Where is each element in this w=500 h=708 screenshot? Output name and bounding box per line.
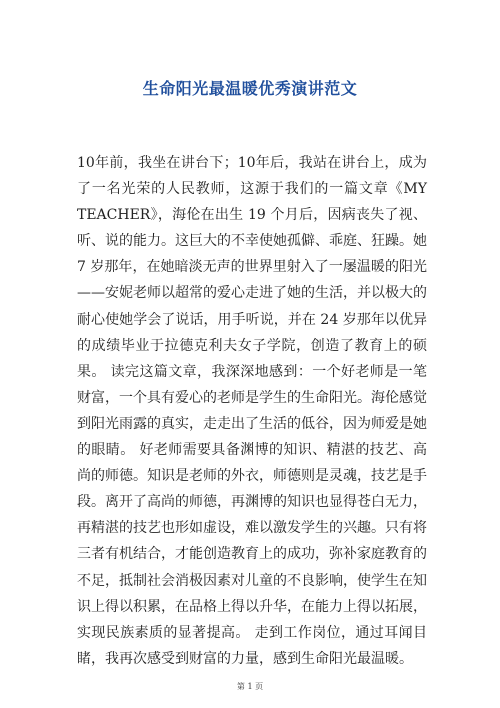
document-title: 生命阳光最温暖优秀演讲范文 bbox=[142, 79, 358, 98]
document-body bbox=[77, 150, 427, 672]
page-number: 第 1 页 bbox=[236, 682, 264, 691]
body-paragraph: 10年前，我坐在讲台下；10年后，我站在讲台上，成为了一名光荣的人民教师，这源于我们的一篇文章《MY TEACHER》，海伦在出生 19 个月后，因病丧失了视、听、说的能力。这巨大的不幸使她孤僻、乖庭、狂躁。她 7 岁那年，在她暗淡无声的世界里射入了一屡温暖的阳光——安妮老师以超常的爱心走进了她的生活，并以极大的耐心使她学会了说话，用手听说，并在 24 岁那年以优异的成绩毕业于拉德克利夫女子学院，创造了教育上的硕果。 读完这篇文章，我深深地感到：一个好老师是一笔财富，一个具有爱心的老师是学生的生命阳光。海伦感觉到阳光雨露的真实，走走出了生活的低谷，因为师爱是她的眼睛。 好老师需要具备渊博的知识、精湛的技艺、高尚的师德。知识是老师的外衣，师德则是灵魂，技艺是手段。离开了高尚的师德，再渊博的知识也显得苍白无力，再精湛的技艺也形如虚设，难以激发学生的兴趣。只有将三者有机结合，才能创造教育上的成功，弥补家庭教育的不足，抵制社会消极因素对儿童的不良影响，使学生在知识上得以积累，在品格上得以升华，在能力上得以拓展，实现民族素质的显著提高。 走到工作岗位，通过耳闻目睹，我再次感受到财富的力量，感到生命阳光最温暖。 bbox=[77, 155, 427, 667]
